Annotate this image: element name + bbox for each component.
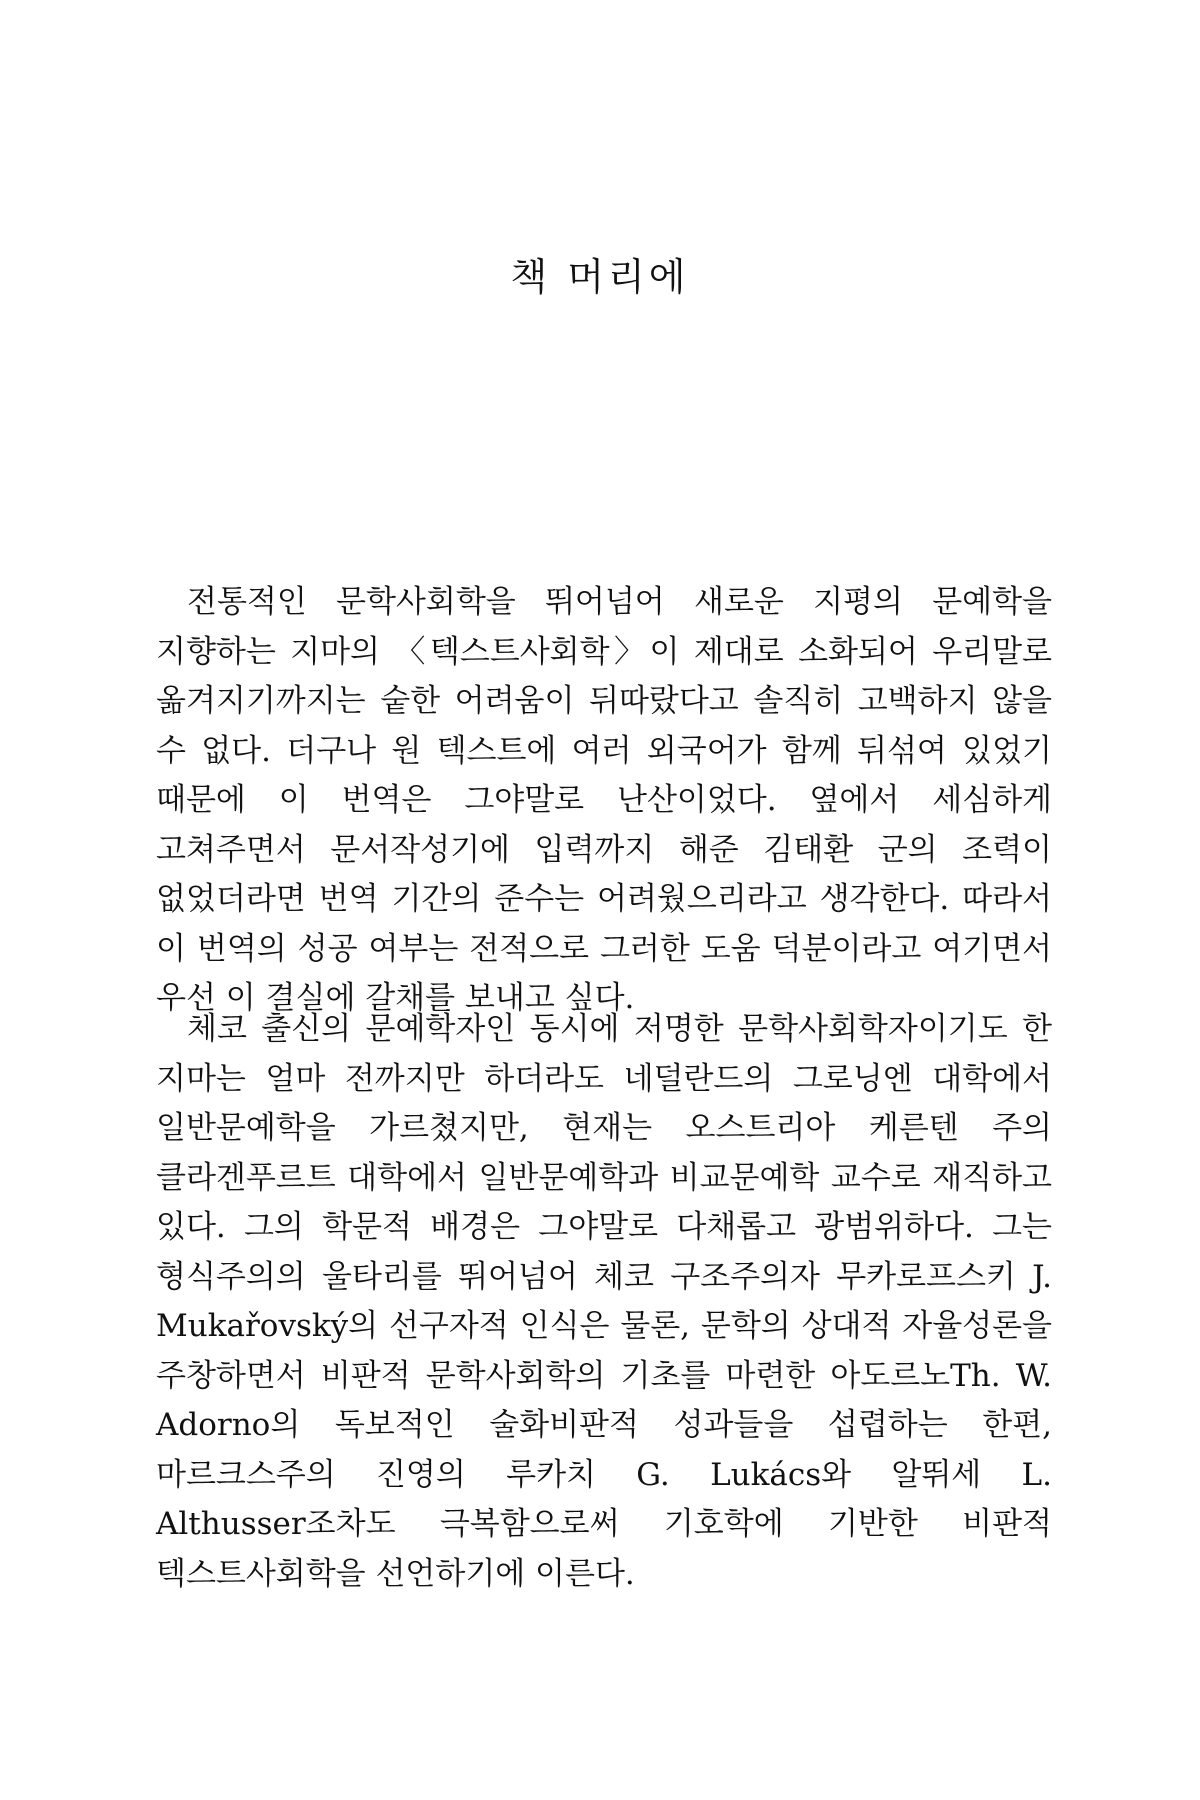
paragraph-2: 체코 출신의 문예학자인 동시에 저명한 문학사회학자이기도 한 지마는 얼마 전까지만 하더라도 네덜란드의 그로닝엔 대학에서 일반문예학을 가르쳤지만, 현재는 오스트리아 케른텐 주의 클라겐푸르트 대학에서 일반문예학과 비교문예학 교수로 재직하고 있다. 그의 학문적 배경은 그야말로 다채롭고 광범위하다. 그는 형식주의의 울타리를 뛰어넘어 체코 구조주의자 무카로프스키 J. Mukařovský의 선구자적 인식은 물론, 문학의 상대적 자율성론을 주창하면서 비판적 문학사회학의 기초를 마련한 아도르노Th. W. Adorno의 독보적인 술화비판적 성과들을 섭렵하는 한편, 마르크스주의 진영의 루카치 G. Lukács와 알뛰세 L. Althusser조차도 극복함으로써 기호학에 기반한 비판적 텍스트사회학을 선언하기에 이른다. <box>156 1011 1052 1592</box>
paragraph-1: 전통적인 문학사회학을 뛰어넘어 새로운 지평의 문예학을 지향하는 지마의 〈텍스트사회학〉이 제대로 소화되어 우리말로 옮겨지기까지는 숱한 어려움이 뒤따랐다고 솔직히 고백하지 않을 수 없다. 더구나 원 텍스트에 여러 외국어가 함께 뒤섞여 있었기 때문에 이 번역은 그야말로 난산이었다. 옆에서 세심하게 고쳐주면서 문서작성기에 입력까지 해준 김태환 군의 조력이 없었더라면 번역 기간의 준수는 어려웠으리라고 생각한다. 따라서 이 번역의 성공 여부는 전적으로 그러한 도움 덕분이라고 여기면서 우선 이 결실에 갈채를 보내고 싶다. <box>156 584 1052 1016</box>
page-title: 책 머리에 <box>510 255 690 299</box>
